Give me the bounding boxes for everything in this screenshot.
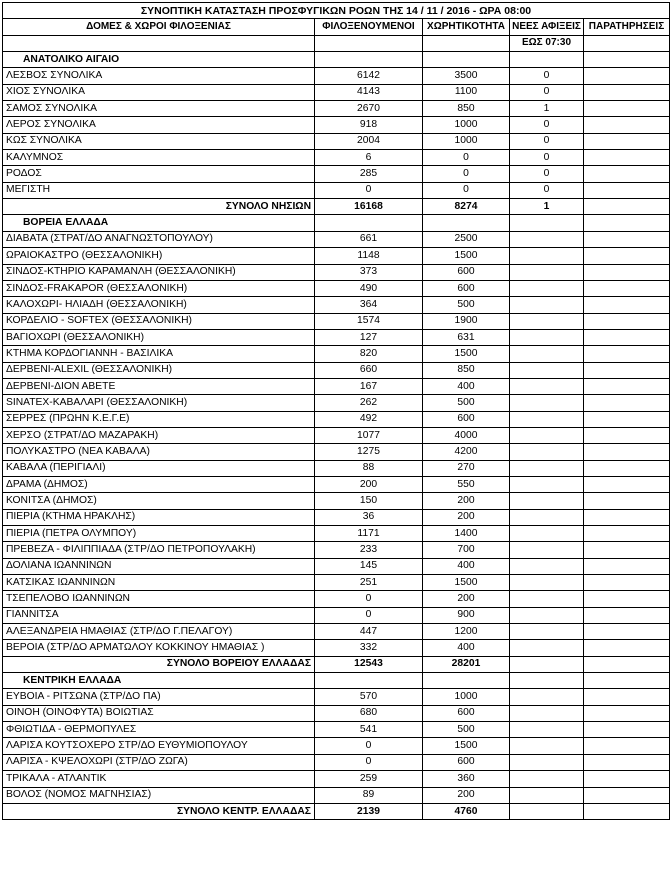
arrivals-value <box>510 493 584 509</box>
arrivals-value: 1 <box>510 101 584 117</box>
structure-name: ΔΕΡΒΕΝΙ-ΔΙΟΝ ΑΒΕΤΕ <box>3 378 315 394</box>
hosted-value: 4143 <box>315 84 423 100</box>
subheader-row <box>3 35 670 51</box>
arrivals-value <box>510 476 584 492</box>
arrivals-value <box>510 558 584 574</box>
total-label: ΣΥΝΟΛΟ ΒΟΡΕΙΟΥ ΕΛΛΑΔΑΣ <box>3 656 315 672</box>
structure-name: ΚΤΗΜΑ ΚΟΡΔΟΓΙΑΝΝΗ - ΒΑΣΙΛΙΚΑ <box>3 346 315 362</box>
capacity-value: 631 <box>423 329 510 345</box>
capacity-value: 400 <box>423 640 510 656</box>
arrivals-value <box>510 787 584 803</box>
notes-cell <box>584 182 670 198</box>
table-row <box>3 68 670 84</box>
structure-name: ΠΟΛΥΚΑΣΤΡΟ (ΝΕΑ ΚΑΒΑΛΑ) <box>3 444 315 460</box>
notes-cell <box>584 738 670 754</box>
hosted-value: 660 <box>315 362 423 378</box>
capacity-value: 500 <box>423 297 510 313</box>
capacity-value: 3500 <box>423 68 510 84</box>
table-row <box>3 754 670 770</box>
structure-name: ΔΟΛΙΑΝΑ ΙΩΑΝΝΙΝΩΝ <box>3 558 315 574</box>
table-row <box>3 248 670 264</box>
capacity-value: 500 <box>423 395 510 411</box>
total-label: ΣΥΝΟΛΟ ΝΗΣΙΩΝ <box>3 199 315 215</box>
capacity-value: 200 <box>423 509 510 525</box>
arrivals-value <box>510 771 584 787</box>
table-row <box>3 624 670 640</box>
capacity-value: 200 <box>423 591 510 607</box>
table-row <box>3 787 670 803</box>
notes-cell <box>584 313 670 329</box>
table-row <box>3 575 670 591</box>
total-arrivals <box>510 656 584 672</box>
capacity-value: 850 <box>423 101 510 117</box>
capacity-value: 600 <box>423 411 510 427</box>
notes-cell <box>584 591 670 607</box>
structure-name: ΚΑΤΣΙΚΑΣ ΙΩΑΝΝΙΝΩΝ <box>3 575 315 591</box>
table-row <box>3 362 670 378</box>
hosted-value: 150 <box>315 493 423 509</box>
arrivals-value <box>510 427 584 443</box>
structure-name: ΜΕΓΙΣΤΗ <box>3 182 315 198</box>
notes-cell <box>584 689 670 705</box>
structure-name: ΤΣΕΠΕΛΟΒΟ ΙΩΑΝΝΙΝΩΝ <box>3 591 315 607</box>
hosted-value: 285 <box>315 166 423 182</box>
arrivals-value <box>510 591 584 607</box>
notes-cell <box>584 166 670 182</box>
capacity-value: 1500 <box>423 575 510 591</box>
table-row <box>3 640 670 656</box>
hosted-value: 1148 <box>315 248 423 264</box>
hosted-value: 200 <box>315 476 423 492</box>
structure-name: ΔΙΑΒΑΤΑ (ΣΤΡΑΤ/ΔΟ ΑΝΑΓΝΩΣΤΟΠΟΥΛΟΥ) <box>3 231 315 247</box>
arrivals-value: 0 <box>510 133 584 149</box>
table-row <box>3 444 670 460</box>
capacity-value: 600 <box>423 754 510 770</box>
capacity-value: 4200 <box>423 444 510 460</box>
notes-cell <box>584 705 670 721</box>
hosted-value: 36 <box>315 509 423 525</box>
notes-cell <box>584 493 670 509</box>
notes-cell <box>584 558 670 574</box>
arrivals-value: 0 <box>510 84 584 100</box>
capacity-value: 200 <box>423 493 510 509</box>
total-hosted: 2139 <box>315 803 423 819</box>
arrivals-value <box>510 689 584 705</box>
hosted-value: 167 <box>315 378 423 394</box>
capacity-value: 600 <box>423 264 510 280</box>
capacity-value: 1100 <box>423 84 510 100</box>
total-capacity: 8274 <box>423 199 510 215</box>
table-row <box>3 231 670 247</box>
table-row <box>3 705 670 721</box>
notes-cell <box>584 68 670 84</box>
hosted-value: 0 <box>315 182 423 198</box>
table-row <box>3 460 670 476</box>
notes-cell <box>584 101 670 117</box>
table-row <box>3 150 670 166</box>
col-header-capacity: ΧΩΡΗΤΙΚΟΤΗΤΑ <box>423 19 510 35</box>
arrivals-value <box>510 313 584 329</box>
structure-name: ΕΥΒΟΙΑ - ΡΙΤΣΩΝΑ (ΣΤΡ/ΔΟ ΠΑ) <box>3 689 315 705</box>
capacity-value: 200 <box>423 787 510 803</box>
section-total-row <box>3 656 670 672</box>
table-row <box>3 411 670 427</box>
total-arrivals <box>510 803 584 819</box>
hosted-value: 88 <box>315 460 423 476</box>
notes-cell <box>584 460 670 476</box>
table-row <box>3 313 670 329</box>
col-header-arrivals: ΝΕΕΣ ΑΦΙΞΕΙΣ <box>510 19 584 35</box>
arrivals-value: 0 <box>510 150 584 166</box>
arrivals-time-subheader: ΕΩΣ 07:30 <box>510 35 584 51</box>
header-row <box>3 19 670 35</box>
structure-name: ΠΙΕΡΙΑ (ΚΤΗΜΑ ΗΡΑΚΛΗΣ) <box>3 509 315 525</box>
table-row <box>3 526 670 542</box>
hosted-value: 259 <box>315 771 423 787</box>
total-hosted: 12543 <box>315 656 423 672</box>
table-row <box>3 738 670 754</box>
table-row <box>3 166 670 182</box>
hosted-value: 820 <box>315 346 423 362</box>
notes-cell <box>584 787 670 803</box>
table-row <box>3 117 670 133</box>
notes-cell <box>584 624 670 640</box>
table-row <box>3 182 670 198</box>
hosted-value: 89 <box>315 787 423 803</box>
arrivals-value <box>510 362 584 378</box>
structure-name: ΠΡΕΒΕΖΑ - ΦΙΛΙΠΠΙΑΔΑ (ΣΤΡ/ΔΟ ΠΕΤΡΟΠΟΥΛΑΚΗ) <box>3 542 315 558</box>
notes-cell <box>584 362 670 378</box>
section-total-row <box>3 199 670 215</box>
notes-cell <box>584 297 670 313</box>
hosted-value: 0 <box>315 738 423 754</box>
title-row <box>3 3 670 19</box>
arrivals-value <box>510 444 584 460</box>
structure-name: SINATEX-ΚΑΒΑΛΑΡΙ (ΘΕΣΣΑΛΟΝΙΚΗ) <box>3 395 315 411</box>
hosted-value: 492 <box>315 411 423 427</box>
hosted-value: 1574 <box>315 313 423 329</box>
structure-name: ΚΑΒΑΛΑ (ΠΕΡΙΓΙΑΛΙ) <box>3 460 315 476</box>
notes-cell <box>584 346 670 362</box>
hosted-value: 6 <box>315 150 423 166</box>
capacity-value: 1500 <box>423 248 510 264</box>
hosted-value: 490 <box>315 280 423 296</box>
arrivals-value <box>510 607 584 623</box>
structure-name: ΟΙΝΟΗ (ΟΙΝΟΦΥΤΑ) ΒΟΙΩΤΙΑΣ <box>3 705 315 721</box>
notes-cell <box>584 411 670 427</box>
structure-name: ΒΕΡΟΙΑ (ΣΤΡ/ΔΟ ΑΡΜΑΤΩΛΟΥ ΚΟΚΚΙΝΟΥ ΗΜΑΘΙΑΣ ) <box>3 640 315 656</box>
capacity-value: 1500 <box>423 738 510 754</box>
notes-cell <box>584 248 670 264</box>
arrivals-value <box>510 460 584 476</box>
notes-cell <box>584 754 670 770</box>
arrivals-value <box>510 248 584 264</box>
notes-cell <box>584 575 670 591</box>
table-row <box>3 378 670 394</box>
table-row <box>3 133 670 149</box>
table-row <box>3 427 670 443</box>
table-row <box>3 689 670 705</box>
hosted-value: 918 <box>315 117 423 133</box>
arrivals-value <box>510 346 584 362</box>
arrivals-value <box>510 280 584 296</box>
capacity-value: 550 <box>423 476 510 492</box>
table-row <box>3 542 670 558</box>
notes-cell <box>584 427 670 443</box>
structure-name: ΑΛΕΞΑΝΔΡΕΙΑ ΗΜΑΘΙΑΣ (ΣΤΡ/ΔΟ Γ.ΠΕΛΑΓΟΥ) <box>3 624 315 640</box>
section-total-row <box>3 803 670 819</box>
table-row <box>3 329 670 345</box>
notes-cell <box>584 722 670 738</box>
arrivals-value: 0 <box>510 182 584 198</box>
structure-name: ΩΡΑΙΟΚΑΣΤΡΟ (ΘΕΣΣΑΛΟΝΙΚΗ) <box>3 248 315 264</box>
structure-name: ΛΕΡΟΣ ΣΥΝΟΛΙΚΑ <box>3 117 315 133</box>
structure-name: ΚΩΣ ΣΥΝΟΛΙΚΑ <box>3 133 315 149</box>
notes-cell <box>584 117 670 133</box>
capacity-value: 600 <box>423 705 510 721</box>
capacity-value: 4000 <box>423 427 510 443</box>
structure-name: ΛΕΣΒΟΣ ΣΥΝΟΛΙΚΑ <box>3 68 315 84</box>
capacity-value: 1500 <box>423 346 510 362</box>
col-header-hosted: ΦΙΛΟΞΕΝΟΥΜΕΝΟΙ <box>315 19 423 35</box>
table-row <box>3 591 670 607</box>
notes-cell <box>584 771 670 787</box>
arrivals-value <box>510 395 584 411</box>
structure-name: ΧΙΟΣ ΣΥΝΟΛΙΚΑ <box>3 84 315 100</box>
notes-cell <box>584 329 670 345</box>
structure-name: ΒΟΛΟΣ (ΝΟΜΟΣ ΜΑΓΝΗΣΙΑΣ) <box>3 787 315 803</box>
arrivals-value: 0 <box>510 68 584 84</box>
structure-name: ΣΑΜΟΣ ΣΥΝΟΛΙΚΑ <box>3 101 315 117</box>
notes-cell <box>584 150 670 166</box>
structure-name: ΚΑΛΟΧΩΡΙ- ΗΛΙΑΔΗ (ΘΕΣΣΑΛΟΝΙΚΗ) <box>3 297 315 313</box>
arrivals-value <box>510 329 584 345</box>
total-hosted: 16168 <box>315 199 423 215</box>
hosted-value: 145 <box>315 558 423 574</box>
hosted-value: 541 <box>315 722 423 738</box>
structure-name: ΣΙΝΔΟΣ-FRAKAPOR (ΘΕΣΣΑΛΟΝΙΚΗ) <box>3 280 315 296</box>
notes-cell <box>584 444 670 460</box>
total-capacity: 28201 <box>423 656 510 672</box>
arrivals-value <box>510 754 584 770</box>
col-header-notes: ΠΑΡΑΤΗΡΗΣΕΙΣ <box>584 19 670 35</box>
hosted-value: 680 <box>315 705 423 721</box>
structure-name: ΣΙΝΔΟΣ-ΚΤΗΡΙΟ ΚΑΡΑΜΑΝΛΗ (ΘΕΣΣΑΛΟΝΙΚΗ) <box>3 264 315 280</box>
table-row <box>3 346 670 362</box>
notes-cell <box>584 264 670 280</box>
hosted-value: 0 <box>315 754 423 770</box>
capacity-value: 2500 <box>423 231 510 247</box>
structure-name: ΣΕΡΡΕΣ (ΠΡΩΗΝ Κ.Ε.Γ.Ε) <box>3 411 315 427</box>
capacity-value: 1900 <box>423 313 510 329</box>
arrivals-value <box>510 575 584 591</box>
capacity-value: 900 <box>423 607 510 623</box>
total-capacity: 4760 <box>423 803 510 819</box>
structure-name: ΔΡΑΜΑ (ΔΗΜΟΣ) <box>3 476 315 492</box>
table-row <box>3 395 670 411</box>
capacity-value: 1000 <box>423 133 510 149</box>
capacity-value: 0 <box>423 150 510 166</box>
col-header-structure: ΔΟΜΕΣ & ΧΩΡΟΙ ΦΙΛΟΞΕΝΙΑΣ <box>3 19 315 35</box>
hosted-value: 251 <box>315 575 423 591</box>
hosted-value: 2670 <box>315 101 423 117</box>
notes-cell <box>584 199 670 215</box>
structure-name: ΓΙΑΝΝΙΤΣΑ <box>3 607 315 623</box>
section-title: ΚΕΝΤΡΙΚΗ ΕΛΛΑΔΑ <box>3 673 315 689</box>
hosted-value: 373 <box>315 264 423 280</box>
section-header-row <box>3 52 670 68</box>
table-row <box>3 84 670 100</box>
hosted-value: 661 <box>315 231 423 247</box>
capacity-value: 500 <box>423 722 510 738</box>
arrivals-value: 0 <box>510 117 584 133</box>
notes-cell <box>584 607 670 623</box>
structure-name: ΧΕΡΣΟ (ΣΤΡΑΤ/ΔΟ ΜΑΖΑΡΑΚΗ) <box>3 427 315 443</box>
notes-cell <box>584 395 670 411</box>
structure-name: ΦΘΙΩΤΙΔΑ - ΘΕΡΜΟΠΥΛΕΣ <box>3 722 315 738</box>
structure-name: ΔΕΡΒΕΝΙ-ALEXIL (ΘΕΣΣΑΛΟΝΙΚΗ) <box>3 362 315 378</box>
arrivals-value <box>510 297 584 313</box>
notes-cell <box>584 542 670 558</box>
table-row <box>3 558 670 574</box>
capacity-value: 1000 <box>423 117 510 133</box>
section-title: ΑΝΑΤΟΛΙΚΟ ΑΙΓΑΙΟ <box>3 52 315 68</box>
arrivals-value <box>510 509 584 525</box>
structure-name: ΛΑΡΙΣΑ - ΚΨΕΛΟΧΩΡΙ (ΣΤΡ/ΔΟ ΖΩΓΑ) <box>3 754 315 770</box>
hosted-value: 1077 <box>315 427 423 443</box>
table-row <box>3 722 670 738</box>
arrivals-value <box>510 542 584 558</box>
hosted-value: 570 <box>315 689 423 705</box>
arrivals-value <box>510 526 584 542</box>
arrivals-value <box>510 231 584 247</box>
hosted-value: 1171 <box>315 526 423 542</box>
hosted-value: 233 <box>315 542 423 558</box>
notes-cell <box>584 509 670 525</box>
capacity-value: 0 <box>423 166 510 182</box>
capacity-value: 400 <box>423 378 510 394</box>
notes-cell <box>584 378 670 394</box>
capacity-value: 1400 <box>423 526 510 542</box>
capacity-value: 700 <box>423 542 510 558</box>
hosted-value: 127 <box>315 329 423 345</box>
hosted-value: 0 <box>315 607 423 623</box>
capacity-value: 1000 <box>423 689 510 705</box>
arrivals-value: 0 <box>510 166 584 182</box>
table-row <box>3 476 670 492</box>
table-row <box>3 493 670 509</box>
arrivals-value <box>510 640 584 656</box>
hosted-value: 332 <box>315 640 423 656</box>
structure-name: ΚΟΡΔΕΛΙΟ - SOFTEX (ΘΕΣΣΑΛΟΝΙΚΗ) <box>3 313 315 329</box>
arrivals-value <box>510 705 584 721</box>
hosted-value: 364 <box>315 297 423 313</box>
notes-cell <box>584 656 670 672</box>
table-row <box>3 264 670 280</box>
hosted-value: 0 <box>315 591 423 607</box>
notes-cell <box>584 803 670 819</box>
structure-name: ΛΑΡΙΣΑ ΚΟΥΤΣΟΧΕΡΟ ΣΤΡ/ΔΟ ΕΥΘΥΜΙΟΠΟΥΛΟΥ <box>3 738 315 754</box>
notes-cell <box>584 84 670 100</box>
capacity-value: 600 <box>423 280 510 296</box>
table-row <box>3 280 670 296</box>
arrivals-value <box>510 264 584 280</box>
capacity-value: 400 <box>423 558 510 574</box>
capacity-value: 270 <box>423 460 510 476</box>
notes-cell <box>584 526 670 542</box>
notes-cell <box>584 476 670 492</box>
table-row <box>3 509 670 525</box>
hosted-value: 262 <box>315 395 423 411</box>
hosted-value: 2004 <box>315 133 423 149</box>
table-row <box>3 101 670 117</box>
arrivals-value <box>510 738 584 754</box>
section-header-row <box>3 673 670 689</box>
structure-name: ΡΟΔΟΣ <box>3 166 315 182</box>
section-header-row <box>3 215 670 231</box>
structure-name: ΒΑΓΙΟΧΩΡΙ (ΘΕΣΣΑΛΟΝΙΚΗ) <box>3 329 315 345</box>
capacity-value: 0 <box>423 182 510 198</box>
structure-name: ΚΑΛΥΜΝΟΣ <box>3 150 315 166</box>
refugee-flows-table <box>2 2 670 820</box>
table-row <box>3 771 670 787</box>
notes-cell <box>584 133 670 149</box>
capacity-value: 850 <box>423 362 510 378</box>
arrivals-value <box>510 411 584 427</box>
structure-name: ΤΡΙΚΑΛΑ - ΑΤΛΑΝΤΙΚ <box>3 771 315 787</box>
notes-cell <box>584 231 670 247</box>
capacity-value: 1200 <box>423 624 510 640</box>
hosted-value: 447 <box>315 624 423 640</box>
notes-cell <box>584 640 670 656</box>
total-label: ΣΥΝΟΛΟ ΚΕΝΤΡ. ΕΛΛΑΔΑΣ <box>3 803 315 819</box>
structure-name: ΚΟΝΙΤΣΑ (ΔΗΜΟΣ) <box>3 493 315 509</box>
total-arrivals: 1 <box>510 199 584 215</box>
structure-name: ΠΙΕΡΙΑ (ΠΕΤΡΑ ΟΛΥΜΠΟΥ) <box>3 526 315 542</box>
arrivals-value <box>510 722 584 738</box>
arrivals-value <box>510 378 584 394</box>
report-title: ΣΥΝΟΠΤΙΚΗ ΚΑΤΑΣΤΑΣΗ ΠΡΟΣΦΥΓΙΚΩΝ ΡΟΩΝ ΤΗΣ 14 / 11 / 2016 - ΩΡΑ 08:00 <box>3 3 670 19</box>
section-title: ΒΟΡΕΙΑ ΕΛΛΑΔΑ <box>3 215 315 231</box>
notes-cell <box>584 280 670 296</box>
hosted-value: 6142 <box>315 68 423 84</box>
arrivals-value <box>510 624 584 640</box>
capacity-value: 360 <box>423 771 510 787</box>
table-row <box>3 607 670 623</box>
table-row <box>3 297 670 313</box>
hosted-value: 1275 <box>315 444 423 460</box>
